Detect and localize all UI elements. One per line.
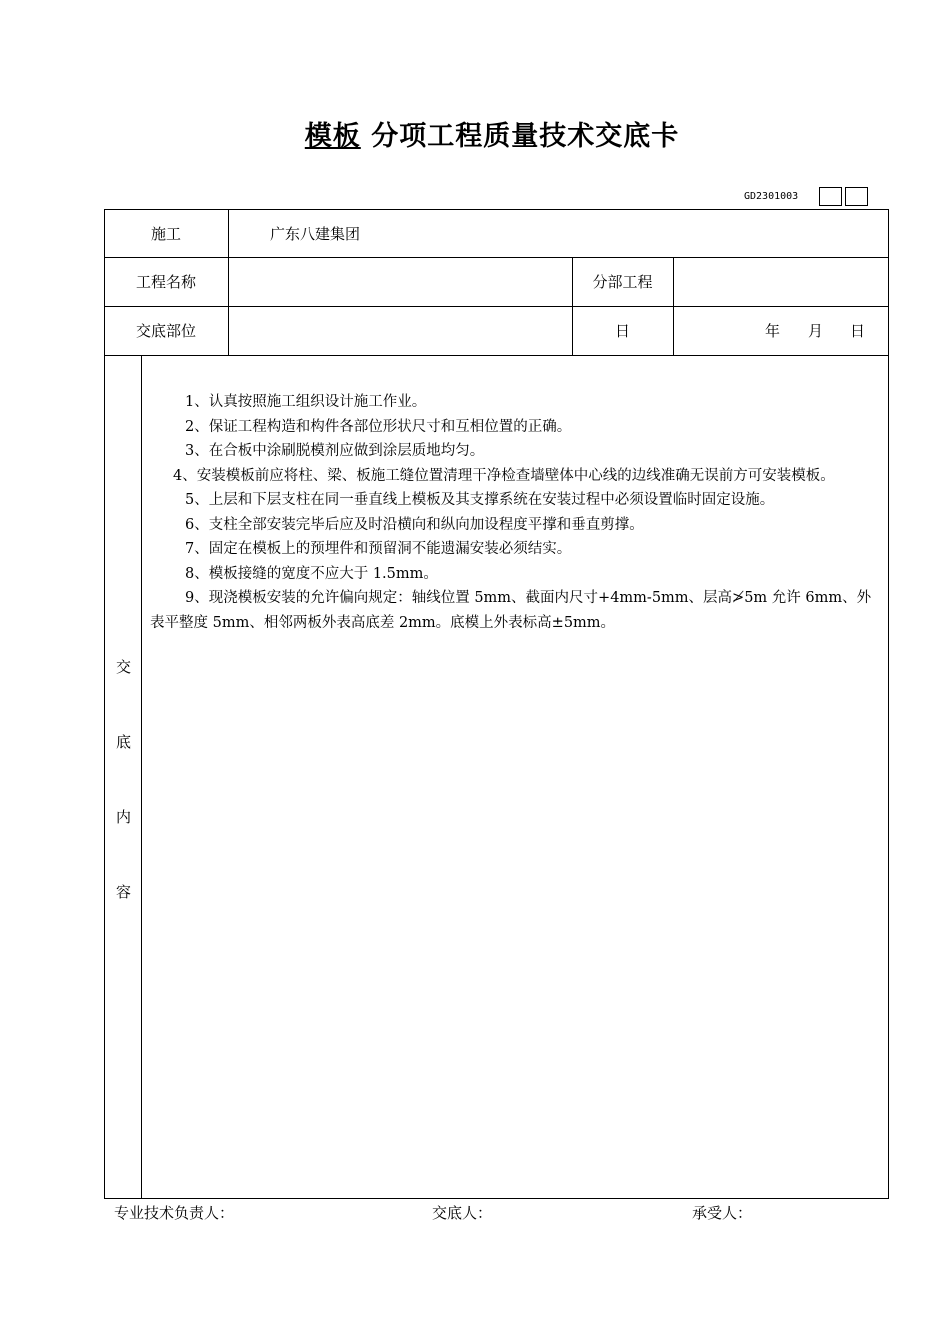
project-name-value[interactable]: [238, 257, 568, 306]
form-code-row: [744, 187, 868, 206]
code-box-2[interactable]: [845, 187, 868, 206]
content-item-8: 8、模板接缝的宽度不应大于 1.5mm。: [185, 565, 438, 582]
content-item-9: 9、现浇模板安装的允许偏向规定：轴线位置 5mm、截面内尺寸+4mm-5mm、层高≯5m 允许 6mm、外表平整度 5mm、相邻两板外表高底差 2mm。底模上外表标高±5mm。: [150, 590, 872, 631]
content-item-1: 1、认真按照施工组织设计施工作业。: [185, 394, 427, 410]
disclosure-content: [150, 390, 885, 635]
project-name-label: 工程名称: [135, 273, 196, 291]
code-box-1[interactable]: [819, 187, 842, 206]
page-title: [0, 114, 950, 153]
title-subject: 模板: [304, 121, 361, 152]
row-divider-3: [104, 355, 889, 356]
disclosure-location-value[interactable]: [238, 306, 568, 355]
content-item-4: 4、安装模板前应将柱、梁、板施工缝位置清理干净检查墙壁体中心线的边线准确无误前方可安装模板。: [173, 467, 835, 484]
tech-lead-signature: 专业技术负责人：: [114, 1204, 235, 1222]
disclosure-content-label: [105, 656, 142, 956]
date-label: 日: [614, 322, 630, 340]
vertical-label-char-3: 内: [115, 808, 131, 826]
construction-label: 施工: [150, 224, 181, 243]
form-table: [104, 209, 889, 1199]
vertical-label-char-1: 交: [115, 658, 131, 676]
title-rest: 分项工程质量技术交底卡: [371, 121, 680, 152]
col-divider-right: [673, 257, 674, 355]
content-item-7: 7、固定在模板上的预埋件和预留洞不能遗漏安装必须结实。: [185, 541, 572, 557]
content-item-5: 5、上层和下层支柱在同一垂直线上模板及其支撑系统在安装过程中必须设置临时固定设施。: [185, 492, 775, 508]
col-divider-label: [228, 209, 229, 355]
construction-value[interactable]: 广东八建集团: [270, 224, 361, 243]
date-year: 年: [765, 322, 781, 340]
vertical-label-char-4: 容: [115, 883, 131, 901]
date-day: 日: [850, 322, 866, 340]
form-code: GD2301003: [744, 191, 799, 202]
discloser-signature: 交底人：: [432, 1204, 493, 1222]
division-label: 分部工程: [592, 273, 653, 291]
division-value[interactable]: [683, 257, 883, 306]
receiver-signature: 承受人：: [692, 1204, 753, 1222]
content-item-2: 2、保证工程构造和构件各部位形状尺寸和互相位置的正确。: [185, 418, 572, 435]
disclosure-location-label: 交底部位: [135, 322, 196, 340]
content-item-3: 3、在合板中涂刷脱模剂应做到涂层质地均匀。: [185, 443, 485, 459]
content-item-6: 6、支柱全部安装完毕后应及时沿横向和纵向加设程度平撑和垂直剪撑。: [185, 516, 644, 533]
vertical-label-char-2: 底: [115, 733, 131, 751]
date-month: 月: [808, 322, 824, 340]
